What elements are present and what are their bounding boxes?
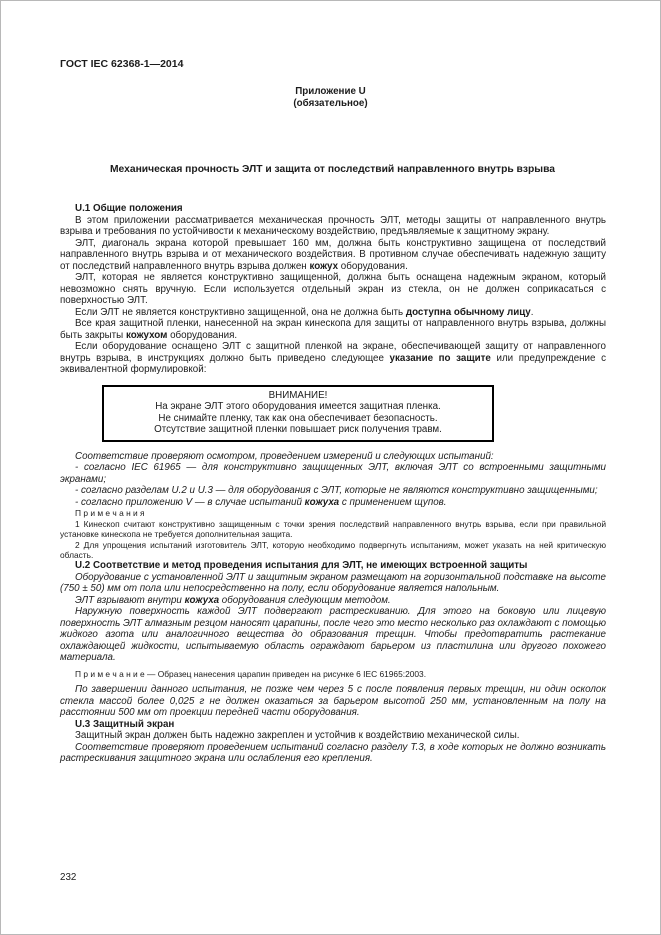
text-run: указание по защите <box>389 352 491 364</box>
warning-box <box>102 385 494 442</box>
text-run: доступна обычному лицу <box>405 306 531 318</box>
paragraph-para <box>60 572 606 595</box>
paragraph-note <box>60 669 606 679</box>
text-run: ЭЛТ взрывают внутри <box>75 594 185 606</box>
text-run: - согласно приложению V — в случае испытаний <box>75 496 305 508</box>
page-number: 232 <box>60 872 77 883</box>
paragraph-para <box>60 742 606 765</box>
paragraph-para <box>60 451 606 463</box>
section-heading-u1 <box>60 203 606 215</box>
text-run: Соответствие проверяют осмотром, проведением измерений и следующих испытаний: <box>75 450 494 462</box>
text-run: U.2 Соответствие и метод проведения испытания для ЭЛТ, не имеющих встроенной защиты <box>75 560 528 572</box>
annex-status: (обязательное) <box>293 97 368 109</box>
text-run: U.1 Общие положения <box>75 203 183 214</box>
text-run: - согласно разделам U.2 и U.3 — для оборудования с ЭЛТ, которые не являются конструктивно защищенными; <box>75 485 598 497</box>
text-run: ЭЛТ, которая не является конструктивно защищенной, должна быть оснащена надежным экраном, который невозможно снять вручную. Если используется отдельный экран из стекла, он не должен соприкасаться с поверхностью ЭЛТ. <box>60 272 606 306</box>
paragraph-para <box>60 307 606 319</box>
paragraph-para <box>60 238 606 273</box>
text-run: П р и м е ч а н и е — Образец нанесения царапин приведен на рисунке 6 IEC 61965:2003. <box>75 668 427 679</box>
section-heading-u2 <box>60 560 606 572</box>
text-run: Соответствие проверяют проведением испытаний согласно разделу T.3, в ходе которых не должно возникать растрескивания защитного экрана или ослабления его крепления. <box>60 741 606 765</box>
text-run: или предупреждение с эквивалентной формулировкой: <box>60 352 606 375</box>
document-content <box>60 203 606 765</box>
running-header: ГОСТ IEC 62368-1—2014 <box>60 58 184 70</box>
text-run: - согласно IEC 61965 — для конструктивно защищенных ЭЛТ, включая ЭЛТ со встроенными защитными экранами; <box>60 462 606 485</box>
paragraph-note-head <box>60 508 606 518</box>
text-run: кожуха <box>184 594 220 606</box>
section-heading-u3 <box>60 719 606 731</box>
paragraph-para <box>60 462 606 485</box>
warning-box-line: На экране ЭЛТ этого оборудования имеется защитная пленка. <box>155 401 441 413</box>
text-run: 1 Кинескоп считают конструктивно защищенным с точки зрения последствий направленного внутрь взрыва, если при правильной установке кинескопа не требуется дополнительная защита. <box>60 518 606 540</box>
text-run: кожух <box>309 260 339 272</box>
text-run: 2 Для упрощения испытаний изготовитель ЭЛТ, которую необходимо подвергнуть испытаниям, может указать на ней критическую область. <box>60 539 606 560</box>
text-run: ЭЛТ, диагональ экрана которой превышает 160 мм, должна быть конструктивно защищена от последствий направленного внутрь взрыва и от механического воздействия. В противном случае обеспечивать надежную защиту от последствий направленного внутрь взрыва должен <box>60 237 606 272</box>
text-run: кожухом <box>125 329 168 341</box>
paragraph-para <box>60 497 606 509</box>
warning-box-line: Отсутствие защитной пленки повышает риск получения травм. <box>154 424 442 436</box>
warning-box-line: Не снимайте пленку, так как она обеспечивает безопасность. <box>158 412 438 424</box>
paragraph-note <box>60 540 606 561</box>
paragraph-para <box>60 730 606 742</box>
paragraph-para <box>60 215 606 238</box>
annex-label <box>1 86 660 109</box>
text-run: Защитный экран должен быть надежно закреплен и устойчив к воздействию механической силы. <box>75 730 520 742</box>
text-run: U.3 Защитный экран <box>75 718 175 730</box>
paragraph-note <box>60 519 606 540</box>
paragraph-para <box>60 606 606 664</box>
paragraph-para <box>60 485 606 497</box>
text-run: оборудования. <box>167 329 238 341</box>
text-run: Наружную поверхность каждой ЭЛТ подвергают растрескиванию. Для этого на боковую или лицевую поверхность ЭЛТ алмазным резцом наносят царапины, после чего это место несколько раз охлаждают с помощью жидкого азота или аналогичного вещества до образования трещин. Чтобы предотвратить растекание охлаждающей жидкости, испытываемую область ограждают барьером из пластилина или другого похожего материала. <box>60 606 606 664</box>
text-run: Оборудование с установленной ЭЛТ и защитным экраном размещают на горизонтальной подставке на высоте (750 ± 50) мм от пола или непосредственно на полу, если оборудование является напольным. <box>60 571 606 595</box>
document-title: Механическая прочность ЭЛТ и защита от последствий направленного внутрь взрыва <box>109 164 556 175</box>
text-run: оборудования следующим методом. <box>219 594 391 606</box>
text-run: . <box>530 306 534 318</box>
text-run: кожуха <box>304 496 340 508</box>
text-run: с применением щупов. <box>339 496 447 508</box>
annex-name: Приложение U <box>295 86 366 97</box>
text-run: оборудования. <box>338 260 408 272</box>
text-run: Если ЭЛТ не является конструктивно защищенной, она не должна быть <box>75 306 406 318</box>
text-run: Если оборудование оснащено ЭЛТ с защитной пленкой на экране, обеспечивающей защиту от направленного внутрь взрыва, в инструкциях должно быть приведено следующее <box>60 341 606 364</box>
warning-box-line: ВНИМАНИЕ! <box>268 389 328 401</box>
text-run: П р и м е ч а н и я <box>75 508 145 519</box>
text-run: В этом приложении рассматривается механическая прочность ЭЛТ, методы защиты от направленного внутрь взрыва и требования по устойчивости к механическому воздействию, предъявляемые к защитному экрану. <box>60 214 606 237</box>
paragraph-para <box>60 272 606 307</box>
paragraph-para <box>60 318 606 341</box>
text-run: По завершении данного испытания, не позже чем через 5 с после появления первых трещин, ни один осколок стекла массой более 0,025 г не должен оказаться за барьером высотой 250 мм, установленным на полу на расстоянии 500 мм от проекции передней части оборудования. <box>60 684 606 719</box>
paragraph-para <box>60 684 606 719</box>
text-run: Все края защитной пленки, нанесенной на экран кинескопа для защиты от направленного внутрь взрыва, должны быть закрыты <box>60 318 606 341</box>
paragraph-para <box>60 595 606 607</box>
paragraph-para <box>60 341 606 376</box>
